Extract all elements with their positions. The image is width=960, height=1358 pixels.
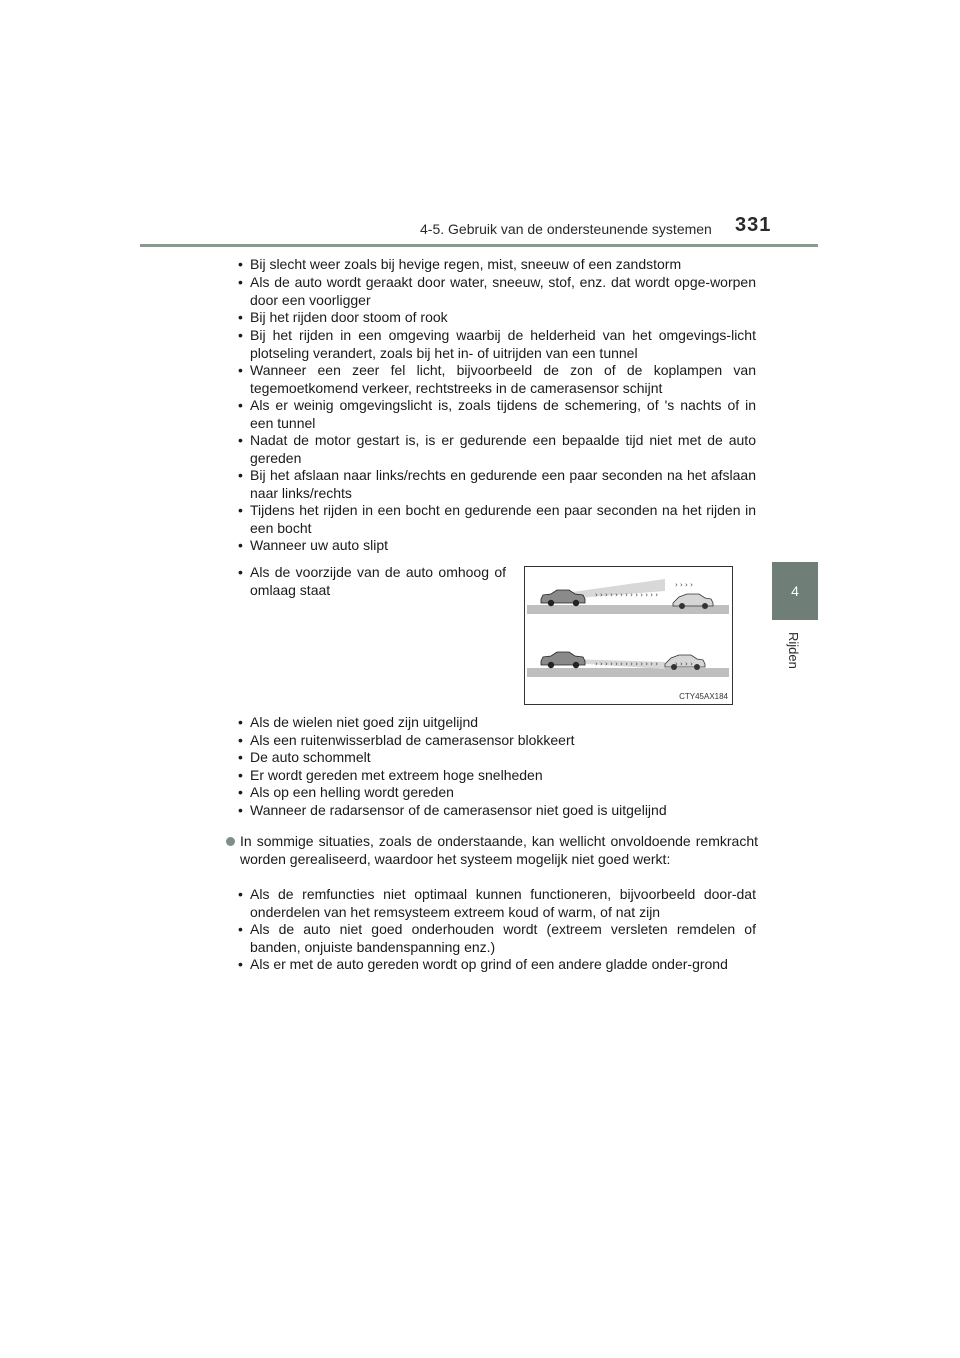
- list-item: • Tijdens het rijden in een bocht en gedurende een paar seconden na het rijden in een bocht: [238, 502, 756, 536]
- list-item: • Wanneer een zeer fel licht, bijvoorbeeld de zon of de koplampen van tegemoetkomend verkeer, rechtstreeks in de camerasensor schijnt: [238, 362, 756, 396]
- chapter-number: 4: [791, 583, 799, 599]
- list-item: • Als de auto niet goed onderhouden wordt (extreem versleten remdelen of banden, onjuiste bandenspanning enz.): [238, 921, 756, 955]
- svg-text:› › › ›: › › › ›: [675, 581, 693, 589]
- svg-text:› › › › › › › › › › › › ›: › › › › › › › › › › › › ›: [595, 660, 659, 668]
- list-item: • Als de remfuncties niet optimaal kunnen functioneren, bijvoorbeeld door-dat onderdelen van het remsysteem extreem koud of warm, of nat zijn: [238, 886, 756, 920]
- paragraph-text: In sommige situaties, zoals de onderstaande, kan wellicht onvoldoende remkracht worden gerealiseerd, waardoor het systeem mogelijk niet goed werkt:: [240, 833, 758, 867]
- list-item: • Bij het rijden in een omgeving waarbij de helderheid van het omgevings-licht plotseling verandert, zoals bij het in- of uitrijden van een tunnel: [238, 327, 756, 361]
- svg-text:› › › ›: › › › ›: [675, 660, 693, 668]
- list-item: • Als op een helling wordt gereden: [238, 784, 454, 800]
- list-item: • De auto schommelt: [238, 749, 371, 765]
- illustration-car-tilt: [524, 566, 733, 705]
- list-item: • Wanneer uw auto slipt: [238, 537, 388, 553]
- header-divider: [140, 244, 818, 247]
- list-item: • Als de voorzijde van de auto omhoog of omlaag staat: [238, 564, 506, 598]
- list-item: • Als er weinig omgevingslicht is, zoals tijdens de schemering, of 's nachts of in een tunnel: [238, 397, 756, 431]
- car-beam-illustration: [525, 567, 732, 704]
- list-item: • Als er met de auto gereden wordt op grind of een andere gladde onder-grond: [238, 956, 728, 972]
- list-item: • Als de auto wordt geraakt door water, sneeuw, stof, enz. dat wordt opge-worpen door een voorligger: [238, 274, 756, 308]
- list-item: • Wanneer de radarsensor of de camerasensor niet goed is uitgelijnd: [238, 802, 667, 818]
- chapter-label: Rijden: [786, 632, 801, 669]
- svg-text:› › › › › › › › › › › › ›: › › › › › › › › › › › › ›: [595, 591, 659, 599]
- list-item: • Als een ruitenwisserblad de camerasensor blokkeert: [238, 732, 575, 748]
- list-item: • Bij het rijden door stoom of rook: [238, 309, 448, 325]
- list-item: • Nadat de motor gestart is, is er gedurende een bepaalde tijd niet met de auto gereden: [238, 432, 756, 466]
- chapter-tab: [772, 562, 818, 620]
- list-item: • Bij het afslaan naar links/rechts en gedurende een paar seconden na het afslaan naar links/rechts: [238, 467, 756, 501]
- bullet-circle-icon: [226, 837, 235, 846]
- page-number: 331: [735, 214, 772, 236]
- list-item: • Bij slecht weer zoals bij hevige regen, mist, sneeuw of een zandstorm: [238, 256, 682, 272]
- list-item: • Er wordt gereden met extreem hoge snelheden: [238, 767, 543, 783]
- list-item: • Als de wielen niet goed zijn uitgelijnd: [238, 714, 479, 730]
- brake-force-paragraph: [226, 833, 758, 868]
- section-title: 4-5. Gebruik van de ondersteunende systemen: [420, 221, 712, 237]
- figure-code: CTY45AX184: [679, 692, 728, 701]
